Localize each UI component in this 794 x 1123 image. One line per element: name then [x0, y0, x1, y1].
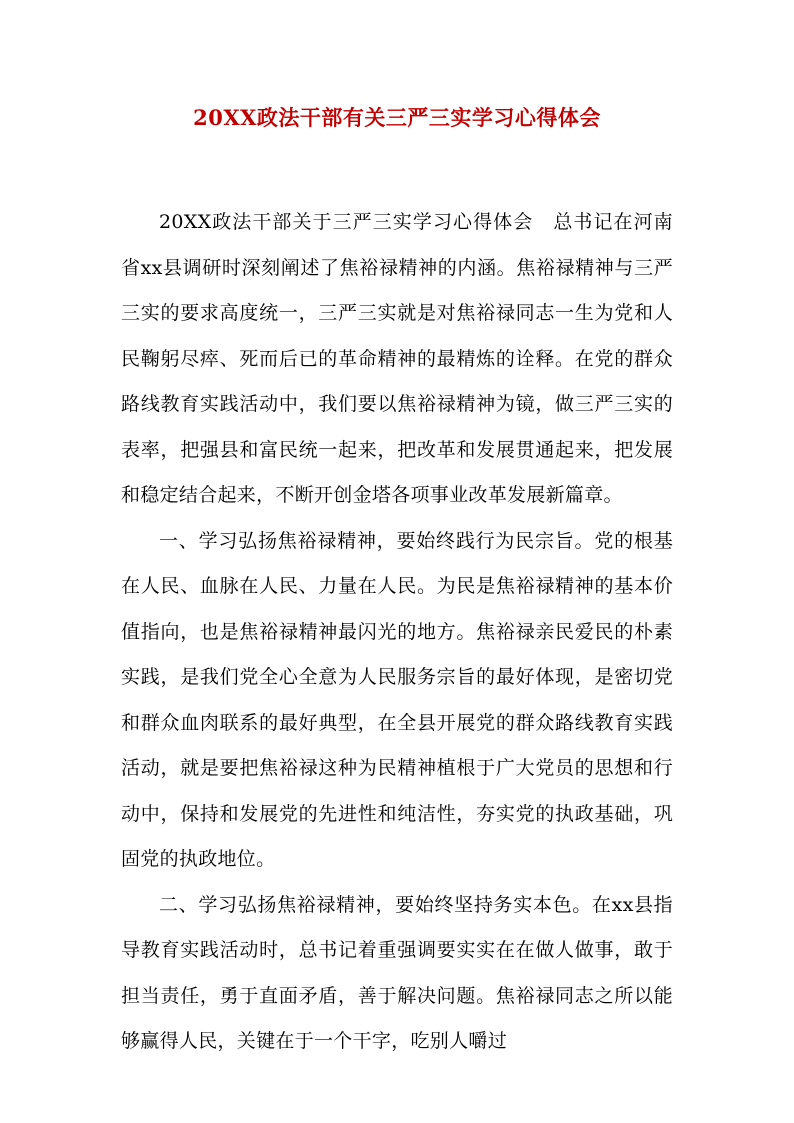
document-title: 20XX政法干部有关三严三实学习心得体会	[193, 105, 601, 130]
paragraph-section-one: 一、学习弘扬焦裕禄精神，要始终践行为民宗旨。党的根基在人民、血脉在人民、力量在人民。为民是焦裕禄精神的基本价值指向，也是焦裕禄精神最闪光的地方。焦裕禄亲民爱民的朴素实践，是我们党全心全意为人民服务宗旨的最好体现，是密切党和群众血肉联系的最好典型，在全县开展党的群众路线教育实践活动，就是要把焦裕禄这种为民精神植根于广大党员的思想和行动中，保持和发展党的先进性和纯洁性，夯实党的执政基础，巩固党的执政地位。	[121, 529, 673, 870]
paragraph-intro: 20XX政法干部关于三严三实学习心得体会 总书记在河南省xx县调研时深刻阐述了焦裕禄精神的内涵。焦裕禄精神与三严三实的要求高度统一，三严三实就是对焦裕禄同志一生为党和人民鞠躬尽瘁、死而后已的革命精神的最精炼的诠释。在党的群众路线教育实践活动中，我们要以焦裕禄精神为镜，做三严三实的表率，把强县和富民统一起来，把改革和发展贯通起来，把发展和稳定结合起来，不断开创金塔各项事业改革发展新篇章。	[121, 211, 673, 506]
paragraph-section-two: 二、学习弘扬焦裕禄精神，要始终坚持务实本色。在xx县指导教育实践活动时，总书记着重强调要实实在在做人做事，敢于担当责任，勇于直面矛盾，善于解决问题。焦裕禄同志之所以能够赢得人民，关键在于一个干字，吃别人嚼过	[121, 893, 673, 1052]
document-body	[121, 200, 673, 1065]
